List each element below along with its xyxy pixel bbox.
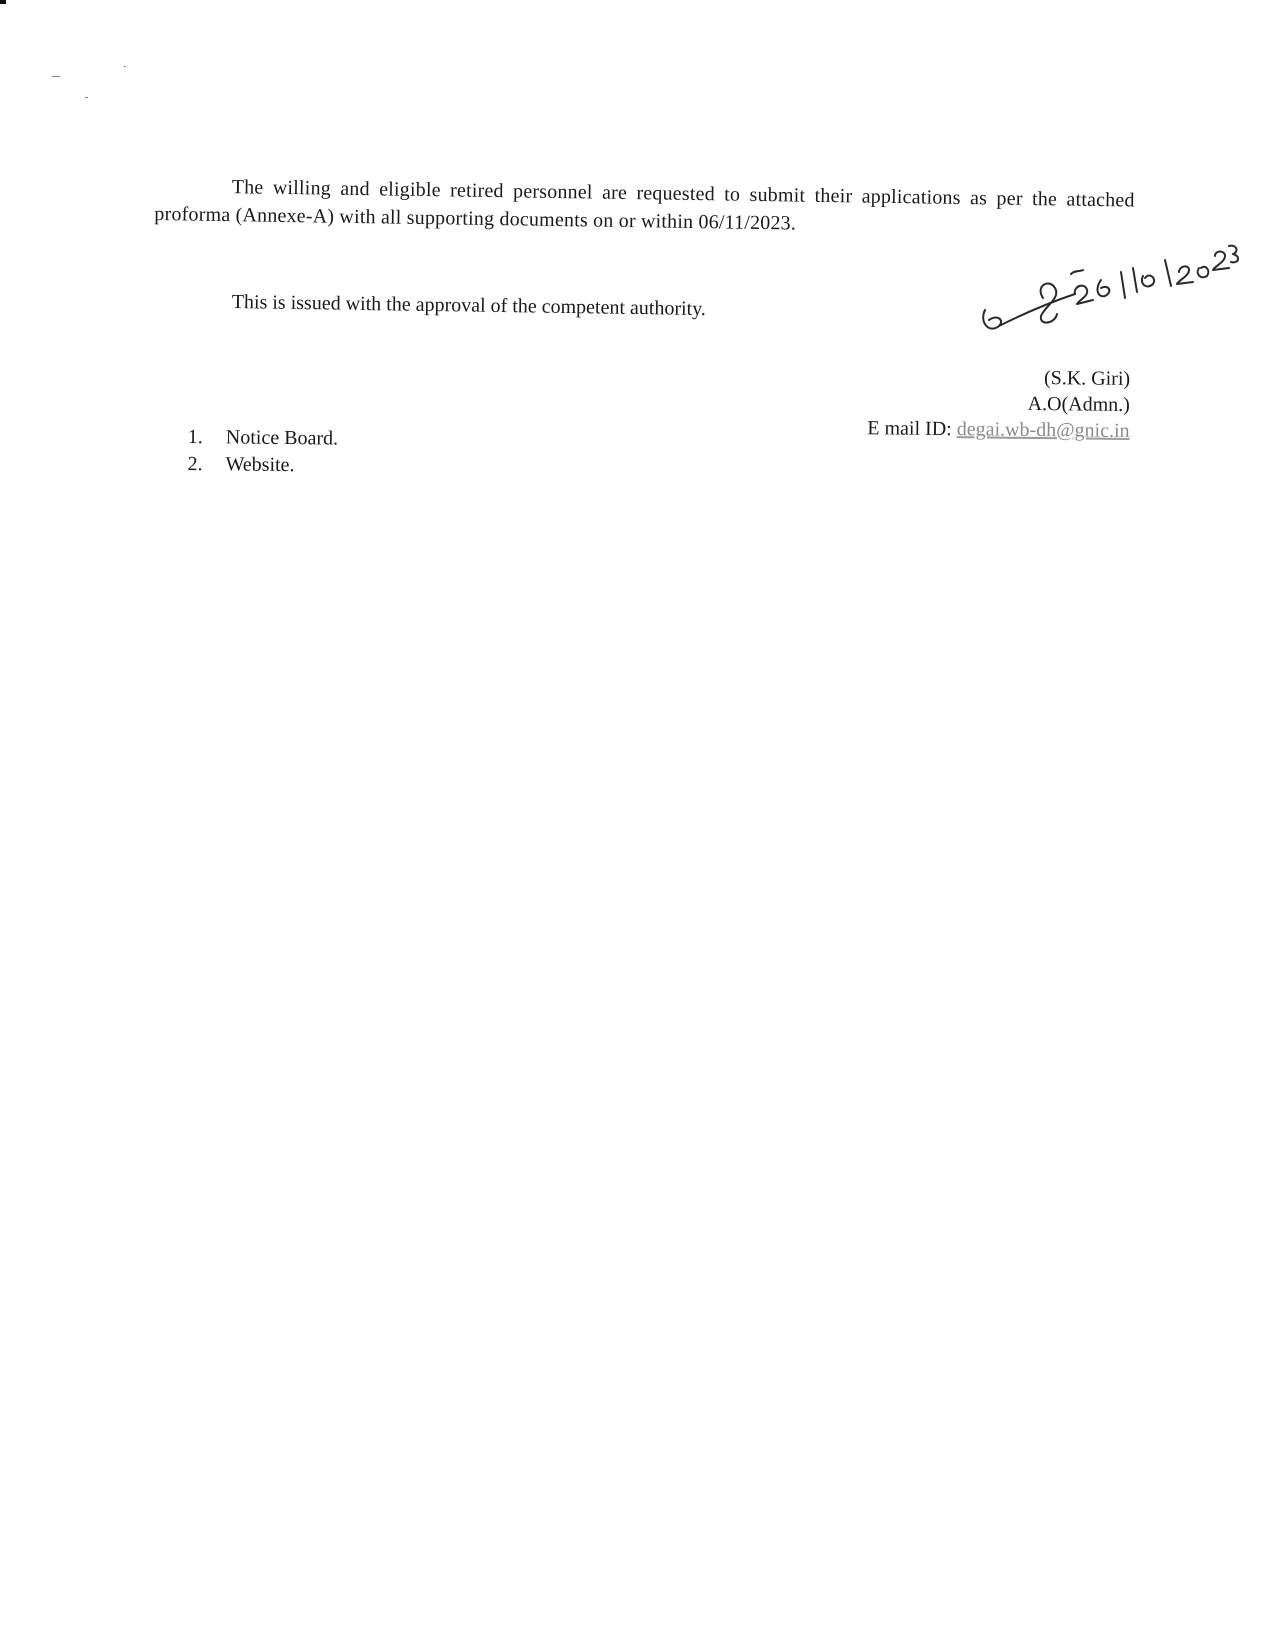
scan-speck — [52, 76, 60, 77]
signatory-email — [867, 415, 1130, 444]
list-item — [187, 451, 337, 480]
list-item-number: 1. — [187, 425, 203, 449]
approval-paragraph: This is issued with the approval of the competent authority. — [231, 290, 707, 321]
scan-speck — [124, 66, 126, 67]
list-item-label: Notice Board. — [225, 426, 339, 450]
copy-to-list — [187, 424, 338, 480]
email-value: degai.wb-dh@gnic.in — [956, 418, 1130, 442]
list-item — [188, 424, 338, 453]
signatory-name: (S.K. Giri) — [1043, 367, 1130, 390]
signatory-block — [867, 363, 1130, 444]
list-item-label: Website. — [225, 453, 295, 477]
email-label: E mail ID: — [866, 417, 952, 441]
instruction-paragraph: The willing and eligible retired personnel are requested to submit their applications as per the attached proforma (Annexe-A) with all supporting documents on or within 06/11/2023. — [154, 176, 1135, 235]
scan-speck — [85, 97, 88, 98]
handwritten-signature — [975, 238, 1245, 348]
signatory-designation: A.O(Admn.) — [1027, 392, 1130, 416]
scan-corner-mark — [0, 0, 6, 4]
list-item-number: 2. — [187, 452, 203, 476]
